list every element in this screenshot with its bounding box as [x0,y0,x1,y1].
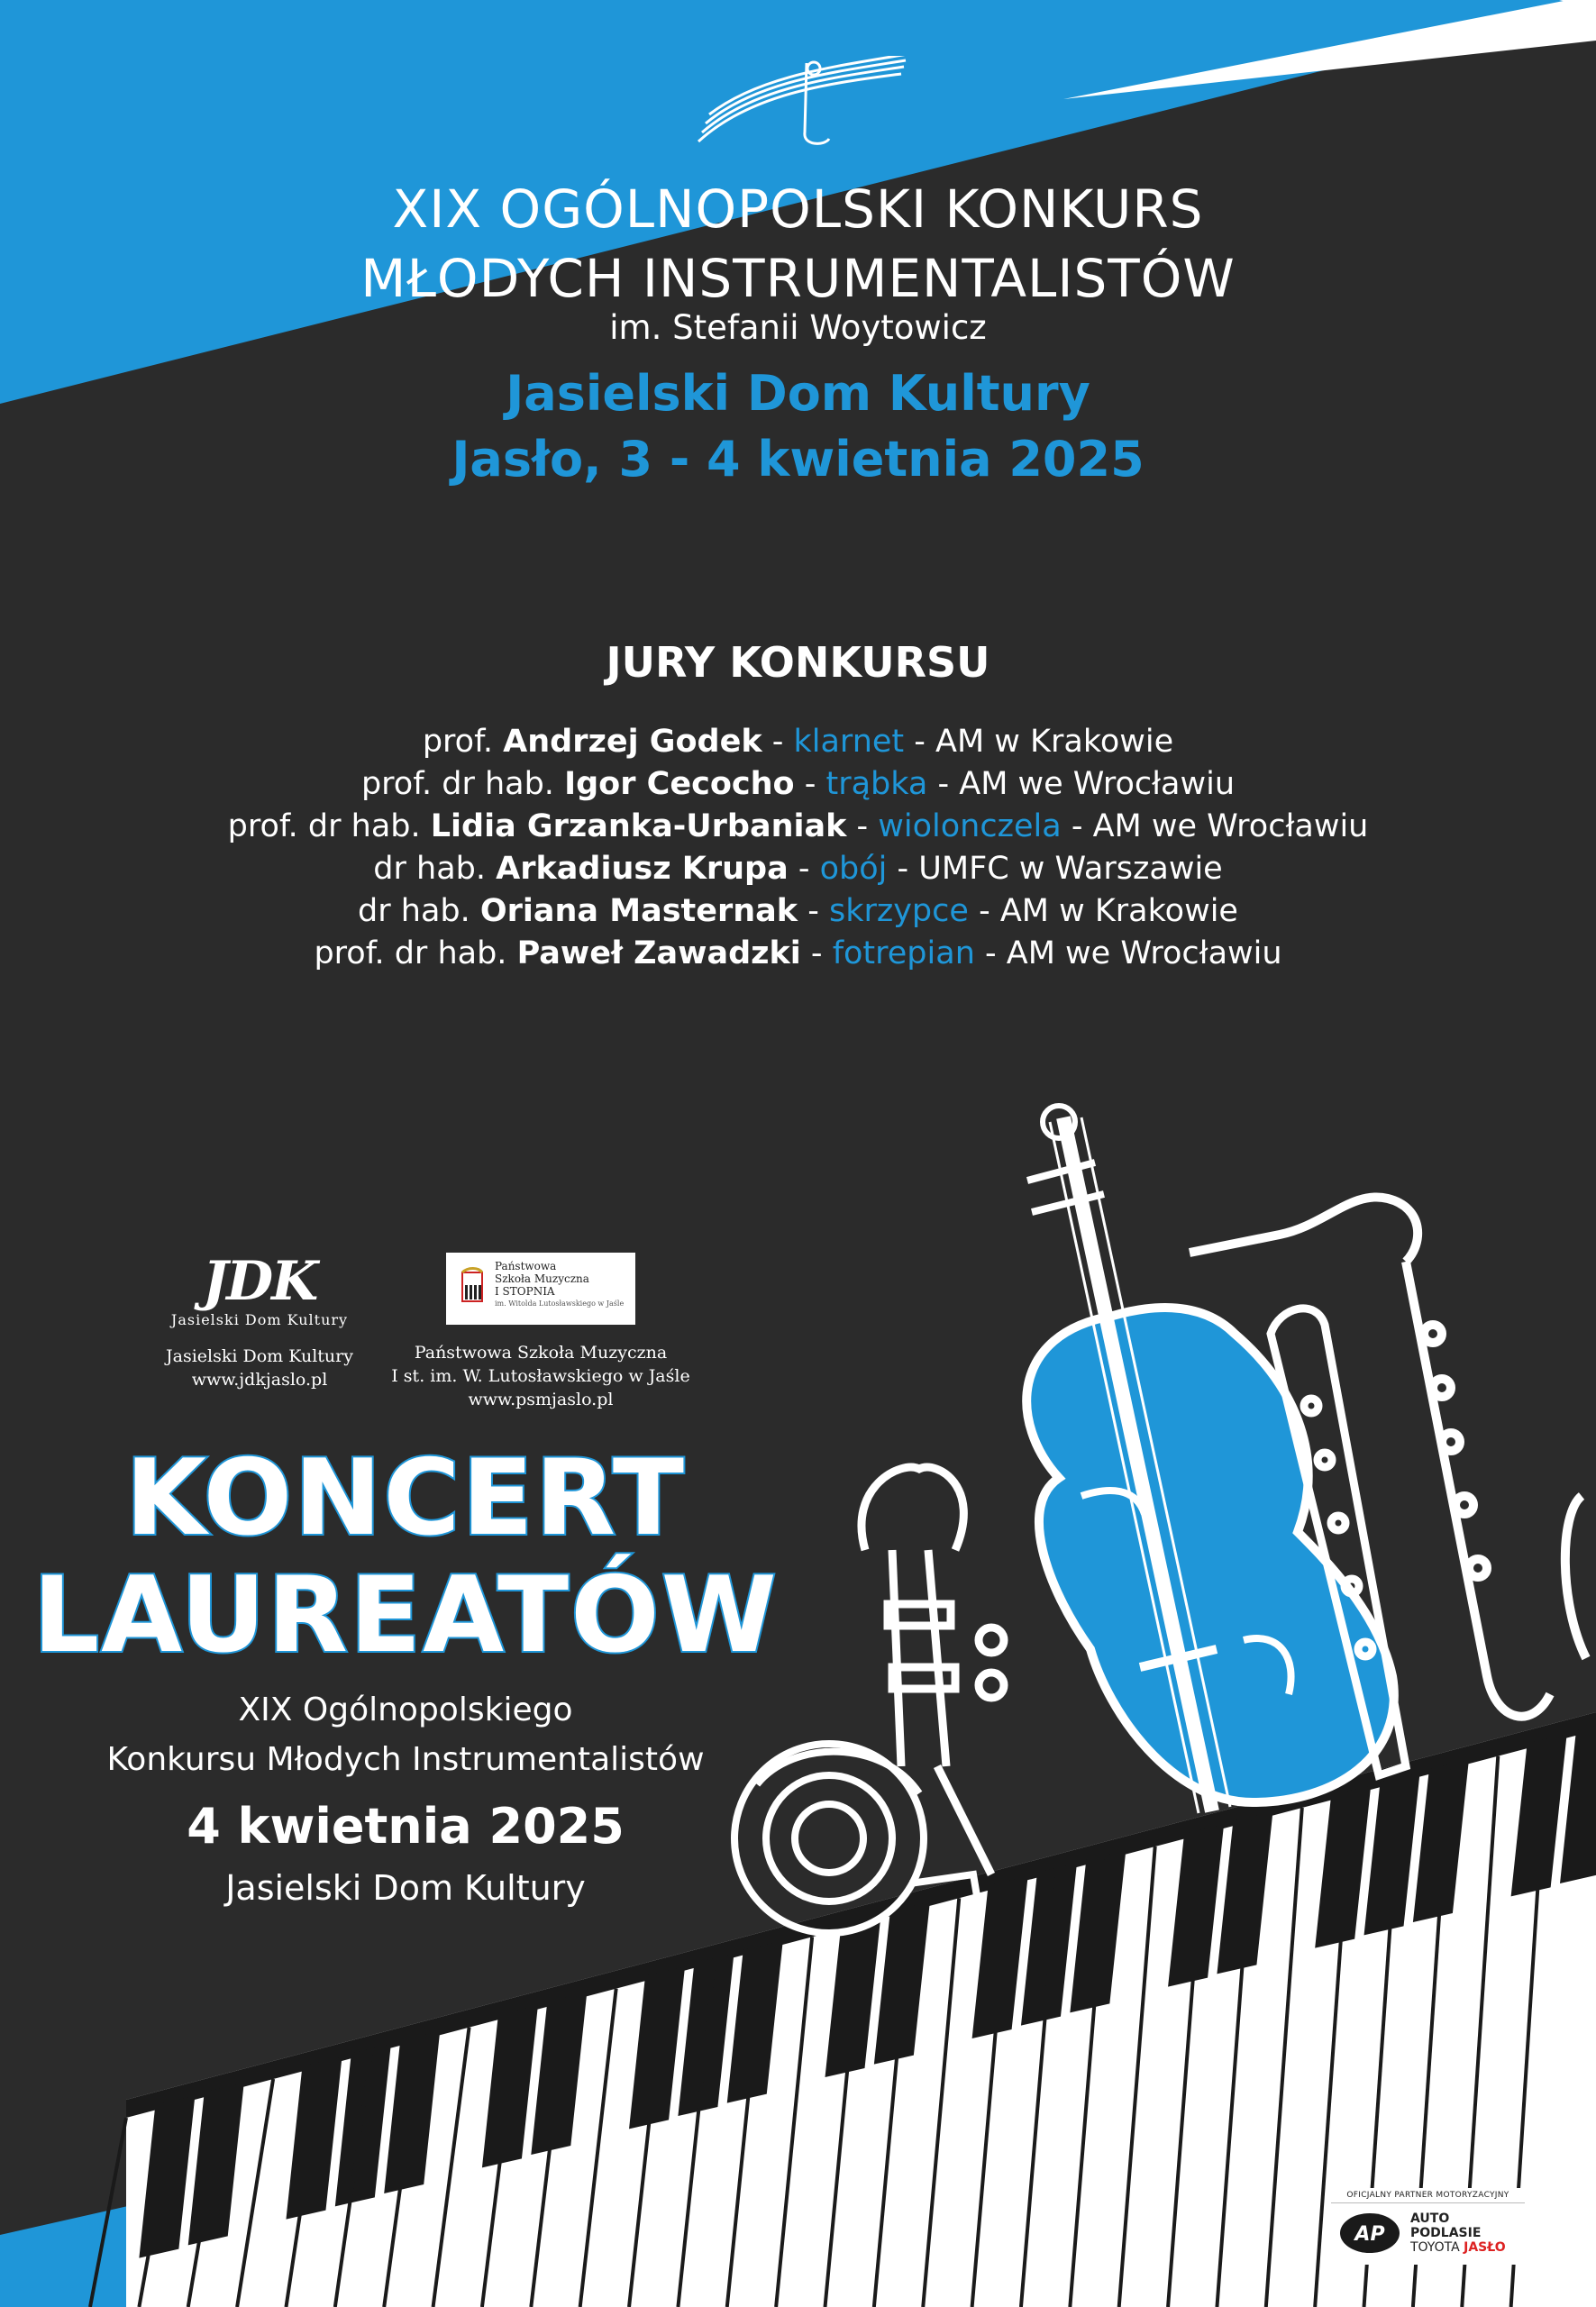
partner-label: OFICJALNY PARTNER MOTORYZACYJNY [1331,2188,1525,2203]
jury-instrument: klarnet [793,724,905,760]
partner-line3-main: TOYOTA [1410,2240,1460,2255]
jury-instrument: fotrepian [832,935,975,971]
jury-institution: AM w Krakowie [999,893,1238,929]
jury-institution: AM we Wrocławiu [1092,808,1369,844]
jury-institution: AM we Wrocławiu [959,766,1236,802]
concert-title-line2: LAUREATÓW [32,1555,779,1676]
partner-logo [1331,2188,1525,2265]
jdk-caption: Jasielski Dom Kultury [166,1346,353,1366]
jury-member: prof. dr hab. Lidia Grzanka-Urbaniak - wiolonczela - AM we Wrocławiu [227,808,1369,844]
competition-venue: Jasielski Dom Kultury [506,365,1090,422]
jury-name: Igor Cecocho [564,766,795,802]
jury-list [0,721,1596,975]
competition-title-line2: MŁODYCH INSTRUMENTALISTÓW [360,248,1236,309]
instruments-illustration [0,1099,1596,2307]
jury-instrument: wiolonczela [878,808,1062,844]
jury-heading: JURY KONKURSU [606,638,990,687]
jury-member: dr hab. Arkadiusz Krupa - obój - UMFC w Warszawie [373,851,1223,887]
jury-name: Oriana Masternak [479,893,798,929]
concert-title-line1: KONCERT [125,1437,686,1559]
concert-venue: Jasielski Dom Kultury [225,1868,586,1908]
jdk-logo-name: Jasielski Dom Kultury [170,1311,349,1328]
trumpet-icon [862,1467,1004,1874]
music-staff-icon [689,56,910,155]
jury-member: prof. dr hab. Igor Cecocho - trąbka - AM we Wrocławiu [360,766,1236,802]
competition-dates: Jasło, 3 - 4 kwietnia 2025 [451,431,1145,488]
jury-instrument: skrzypce [828,893,969,929]
psm-caption-line1: Państwowa Szkoła Muzyczna [414,1343,668,1363]
partner-logo-mark: AP [1354,2223,1385,2246]
psm-badge-line1: Państwowa [495,1260,557,1272]
jury-institution: UMFC w Warszawie [918,851,1223,887]
psm-badge-line3: I STOPNIA [495,1285,555,1298]
jury-member: prof. dr hab. Paweł Zawadzki - fotrepian - AM we Wrocławiu [314,935,1282,971]
white-diagonal-strip [1063,0,1596,99]
psm-url: www.psmjaslo.pl [468,1390,614,1409]
jury-member: dr hab. Oriana Masternak - skrzypce - AM w Krakowie [358,893,1238,929]
jury-name: Paweł Zawadzki [516,935,801,971]
jury-title: prof. dr hab. [314,935,507,971]
jury-instrument: obój [819,851,888,887]
jury-title: dr hab. [373,851,487,887]
jury-name: Arkadiusz Krupa [496,851,789,887]
partner-line2: PODLASIE [1410,2226,1482,2240]
partner-line1: AUTO [1410,2211,1450,2226]
jdk-url: www.jdkjaslo.pl [191,1370,328,1390]
jury-title: prof. dr hab. [227,808,421,844]
concert-subtitle-line1: XIX Ogólnopolskiego [238,1691,573,1728]
competition-title-line1: XIX OGÓLNOPOLSKI KONKURS [392,178,1204,240]
jury-title: prof. dr hab. [360,766,554,802]
jury-institution: AM w Krakowie [935,724,1174,760]
partner-line3 [1410,2240,1506,2255]
jury-name: Lidia Grzanka-Urbaniak [430,808,847,844]
psm-badge-line2: Szkoła Muzyczna [495,1272,589,1285]
concert-date: 4 kwietnia 2025 [187,1798,625,1855]
jury-name: Andrzej Godek [503,724,762,760]
jury-instrument: trąbka [825,766,928,802]
jury-title: prof. [422,724,493,760]
competition-patron: im. Stefanii Woytowicz [609,308,987,347]
jury-title: dr hab. [358,893,470,929]
partner-line3-accent: JASŁO [1464,2240,1506,2255]
partner-name [1410,2211,1506,2255]
psm-caption-line2: I st. im. W. Lutosławskiego w Jaśle [391,1366,690,1386]
jury-member: prof. Andrzej Godek - klarnet - AM w Krakowie [422,724,1174,760]
jdk-mark: JDK [202,1250,317,1313]
concert-subtitle-line2: Konkursu Młodych Instrumentalistów [106,1741,705,1778]
psm-badge-line4: im. Witolda Lutosławskiego w Jaśle [495,1299,625,1308]
auto-podlasie-logo-icon [1338,2210,1401,2257]
jury-institution: AM we Wrocławiu [1006,935,1282,971]
